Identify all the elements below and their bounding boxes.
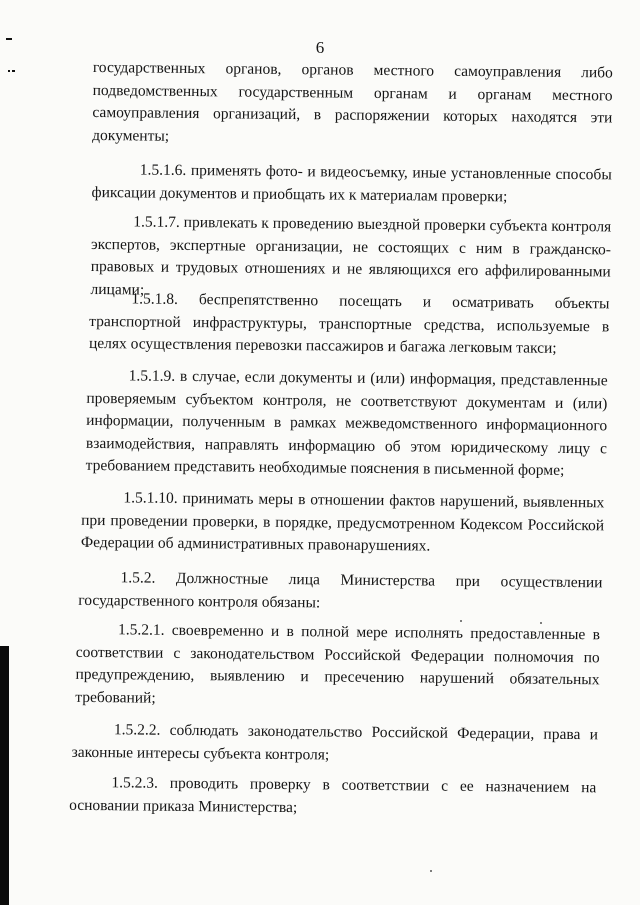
paragraph-1-5-1-10: 1.5.1.10. принимать меры в отношении фактов нарушений, выявленных при проведении проверки, в порядке, предусмотренном Кодексом Российской Федерации об административных правонарушениях.	[80, 489, 605, 555]
paragraph-1-5-1-7: 1.5.1.7. привлекать к проведению выездной проверки субъекта контроля экспертов, экспертные организации, не состоящих с ним в гражданско-правовых и трудовых отношениях и не являющихся его аффилированными лицами;	[90, 213, 612, 299]
paragraph-1-5-2: 1.5.2. Должностные лица Министерства при осуществлении государственного контроля обязаны:	[78, 569, 603, 611]
page-number: 6	[315, 38, 325, 57]
paragraph-1-5-2-3: 1.5.2.3. проводить проверку в соответствии с ее назначением на основании приказа Министерства;	[69, 774, 597, 816]
paragraph-1-5-1-6: 1.5.1.6. применять фото- и видеосъемку, иные установленные способы фиксации документов и приобщать их к материалам проверки;	[91, 161, 612, 205]
paragraph-continuation: государственных органов, органов местного самоуправления либо подведомственных государственным органам и органам местного самоуправления организаций, в распоряжении которых находятся эти документы;	[92, 58, 613, 145]
paragraph-1-5-2-2: 1.5.2.2. соблюдать законодательство Российской Федерации, права и законные интересы субъекта контроля;	[71, 721, 599, 763]
paragraph-1-5-2-1: 1.5.2.1. своевременно и в полной мере исполнять предоставленные в соответствии с законодательством Российской Федерации полномочия по предупреждению, выявлению и пресечению нарушений обязательных требований;	[75, 621, 601, 707]
document-body	[0, 56, 640, 883]
paragraph-1-5-1-9: 1.5.1.9. в случае, если документы и (или) информация, представленные проверяемым субъектом контроля, не соответствуют документам и (или) информации, полученным в рамках межведомственного информационного взаимодействия, направлять информацию об этом юридическому лицу с требованием представить необходимые пояснения в письменной форме;	[85, 367, 608, 479]
paragraph-1-5-1-8: 1.5.1.8. беспрепятственно посещать и осматривать объекты транспортной инфраструктуры, транспортные средства, используемые в целях осуществления перевозки пассажиров и багажа легковым такси;	[88, 290, 610, 357]
